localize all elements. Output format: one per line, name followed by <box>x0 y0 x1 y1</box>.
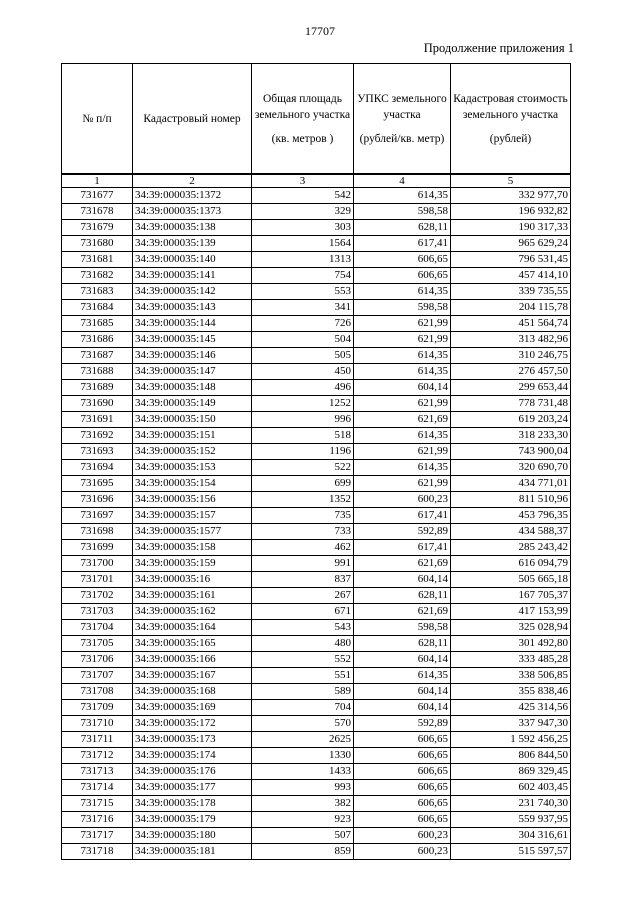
row-number-cell: 731682 <box>62 268 133 284</box>
cadastral-number-cell: 34:39:000035:169 <box>133 700 252 716</box>
area-cell: 542 <box>252 188 354 204</box>
row-number-cell: 731692 <box>62 428 133 444</box>
table-row <box>62 796 571 812</box>
appendix-continuation-note: Продолжение приложения 1 <box>423 41 574 55</box>
upks-cell: 606,65 <box>354 268 451 284</box>
cadastral-cost-cell: 332 977,70 <box>451 188 571 204</box>
column-number-row <box>62 174 571 188</box>
upks-cell: 628,11 <box>354 636 451 652</box>
header-cadastral-number <box>133 64 252 175</box>
row-number-cell: 731688 <box>62 364 133 380</box>
area-cell: 382 <box>252 796 354 812</box>
table-row <box>62 396 571 412</box>
table-row <box>62 828 571 844</box>
area-cell: 480 <box>252 636 354 652</box>
table-row <box>62 284 571 300</box>
table-row <box>62 764 571 780</box>
area-cell: 991 <box>252 556 354 572</box>
row-number-cell: 731686 <box>62 332 133 348</box>
cadastral-value-table <box>61 63 571 860</box>
table-row <box>62 540 571 556</box>
cadastral-number-cell: 34:39:000035:157 <box>133 508 252 524</box>
area-cell: 1252 <box>252 396 354 412</box>
table-row <box>62 236 571 252</box>
upks-cell: 614,35 <box>354 188 451 204</box>
upks-cell: 628,11 <box>354 588 451 604</box>
upks-cell: 621,99 <box>354 396 451 412</box>
area-cell: 553 <box>252 284 354 300</box>
cadastral-cost-cell: 333 485,28 <box>451 652 571 668</box>
table-row <box>62 188 571 204</box>
cadastral-number-cell: 34:39:000035:1577 <box>133 524 252 540</box>
header-total-area-label: Общая площадь земельного участка <box>254 92 351 121</box>
header-upks-unit: (рублей/кв. метр) <box>359 132 445 145</box>
area-cell: 551 <box>252 668 354 684</box>
header-upks-label: УПКС земельного участка <box>357 92 447 121</box>
table-row <box>62 524 571 540</box>
area-cell: 1433 <box>252 764 354 780</box>
row-number-cell: 731707 <box>62 668 133 684</box>
table-row <box>62 380 571 396</box>
header-cadastral-cost-unit: (рублей) <box>489 132 532 145</box>
cadastral-number-cell: 34:39:000035:142 <box>133 284 252 300</box>
cadastral-number-cell: 34:39:000035:174 <box>133 748 252 764</box>
cadastral-cost-cell: 869 329,45 <box>451 764 571 780</box>
row-number-cell: 731712 <box>62 748 133 764</box>
area-cell: 726 <box>252 316 354 332</box>
row-number-cell: 731687 <box>62 348 133 364</box>
upks-cell: 621,99 <box>354 332 451 348</box>
upks-cell: 600,23 <box>354 828 451 844</box>
row-number-cell: 731677 <box>62 188 133 204</box>
area-cell: 1352 <box>252 492 354 508</box>
area-cell: 735 <box>252 508 354 524</box>
cadastral-cost-cell: 276 457,50 <box>451 364 571 380</box>
cadastral-cost-cell: 796 531,45 <box>451 252 571 268</box>
upks-cell: 614,35 <box>354 364 451 380</box>
table-row <box>62 588 571 604</box>
table-row <box>62 492 571 508</box>
cadastral-cost-cell: 338 506,85 <box>451 668 571 684</box>
table-row <box>62 652 571 668</box>
area-cell: 505 <box>252 348 354 364</box>
row-number-cell: 731678 <box>62 204 133 220</box>
row-number-cell: 731702 <box>62 588 133 604</box>
cadastral-cost-cell: 811 510,96 <box>451 492 571 508</box>
upks-cell: 617,41 <box>354 508 451 524</box>
area-cell: 522 <box>252 460 354 476</box>
cadastral-number-cell: 34:39:000035:164 <box>133 620 252 636</box>
cadastral-number-cell: 34:39:000035:158 <box>133 540 252 556</box>
row-number-cell: 731681 <box>62 252 133 268</box>
row-number-cell: 731679 <box>62 220 133 236</box>
upks-cell: 621,69 <box>354 412 451 428</box>
row-number-cell: 731696 <box>62 492 133 508</box>
cadastral-number-cell: 34:39:000035:181 <box>133 844 252 860</box>
row-number-cell: 731690 <box>62 396 133 412</box>
area-cell: 733 <box>252 524 354 540</box>
area-cell: 704 <box>252 700 354 716</box>
row-number-cell: 731680 <box>62 236 133 252</box>
upks-cell: 614,35 <box>354 460 451 476</box>
row-number-cell: 731685 <box>62 316 133 332</box>
area-cell: 671 <box>252 604 354 620</box>
upks-cell: 598,58 <box>354 204 451 220</box>
cadastral-number-cell: 34:39:000035:139 <box>133 236 252 252</box>
cadastral-cost-cell: 339 735,55 <box>451 284 571 300</box>
cadastral-cost-cell: 417 153,99 <box>451 604 571 620</box>
cadastral-cost-cell: 304 316,61 <box>451 828 571 844</box>
table-row <box>62 348 571 364</box>
upks-cell: 592,89 <box>354 716 451 732</box>
row-number-cell: 731689 <box>62 380 133 396</box>
cadastral-cost-cell: 505 665,18 <box>451 572 571 588</box>
table-row <box>62 364 571 380</box>
cadastral-cost-cell: 231 740,30 <box>451 796 571 812</box>
cadastral-number-cell: 34:39:000035:145 <box>133 332 252 348</box>
page-number: 17707 <box>305 24 335 38</box>
upks-cell: 621,69 <box>354 556 451 572</box>
table-row <box>62 636 571 652</box>
cadastral-number-cell: 34:39:000035:162 <box>133 604 252 620</box>
upks-cell: 600,23 <box>354 492 451 508</box>
area-cell: 504 <box>252 332 354 348</box>
header-row-number-label: № п/п <box>82 112 112 125</box>
cadastral-cost-cell: 299 653,44 <box>451 380 571 396</box>
row-number-cell: 731701 <box>62 572 133 588</box>
table-row <box>62 428 571 444</box>
table-row <box>62 444 571 460</box>
area-cell: 1330 <box>252 748 354 764</box>
row-number-cell: 731715 <box>62 796 133 812</box>
area-cell: 507 <box>252 828 354 844</box>
cadastral-number-cell: 34:39:000035:172 <box>133 716 252 732</box>
cadastral-number-cell: 34:39:000035:173 <box>133 732 252 748</box>
upks-cell: 628,11 <box>354 220 451 236</box>
cadastral-number-cell: 34:39:000035:143 <box>133 300 252 316</box>
column-number: 3 <box>252 174 354 188</box>
cadastral-cost-cell: 434 771,01 <box>451 476 571 492</box>
table-row <box>62 412 571 428</box>
table-row <box>62 316 571 332</box>
table-row <box>62 812 571 828</box>
cadastral-cost-cell: 515 597,57 <box>451 844 571 860</box>
upks-cell: 614,35 <box>354 348 451 364</box>
cadastral-number-cell: 34:39:000035:156 <box>133 492 252 508</box>
row-number-cell: 731699 <box>62 540 133 556</box>
column-number: 5 <box>451 174 571 188</box>
table-row <box>62 300 571 316</box>
area-cell: 996 <box>252 412 354 428</box>
table-row <box>62 252 571 268</box>
table-row <box>62 604 571 620</box>
cadastral-cost-cell: 778 731,48 <box>451 396 571 412</box>
cadastral-number-cell: 34:39:000035:176 <box>133 764 252 780</box>
row-number-cell: 731714 <box>62 780 133 796</box>
table-row <box>62 620 571 636</box>
cadastral-cost-cell: 167 705,37 <box>451 588 571 604</box>
row-number-cell: 731691 <box>62 412 133 428</box>
table-row <box>62 460 571 476</box>
cadastral-number-cell: 34:39:000035:151 <box>133 428 252 444</box>
area-cell: 589 <box>252 684 354 700</box>
upks-cell: 598,58 <box>354 300 451 316</box>
area-cell: 570 <box>252 716 354 732</box>
upks-cell: 604,14 <box>354 700 451 716</box>
cadastral-cost-cell: 310 246,75 <box>451 348 571 364</box>
cadastral-cost-cell: 196 932,82 <box>451 204 571 220</box>
cadastral-cost-cell: 204 115,78 <box>451 300 571 316</box>
header-cadastral-cost <box>451 64 571 175</box>
cadastral-cost-cell: 457 414,10 <box>451 268 571 284</box>
area-cell: 518 <box>252 428 354 444</box>
area-cell: 543 <box>252 620 354 636</box>
cadastral-number-cell: 34:39:000035:140 <box>133 252 252 268</box>
upks-cell: 614,35 <box>354 668 451 684</box>
cadastral-number-cell: 34:39:000035:16 <box>133 572 252 588</box>
cadastral-cost-cell: 313 482,96 <box>451 332 571 348</box>
upks-cell: 604,14 <box>354 652 451 668</box>
row-number-cell: 731718 <box>62 844 133 860</box>
row-number-cell: 731710 <box>62 716 133 732</box>
header-total-area <box>252 64 354 175</box>
cadastral-cost-cell: 325 028,94 <box>451 620 571 636</box>
upks-cell: 606,65 <box>354 252 451 268</box>
cadastral-number-cell: 34:39:000035:148 <box>133 380 252 396</box>
upks-cell: 604,14 <box>354 380 451 396</box>
cadastral-number-cell: 34:39:000035:154 <box>133 476 252 492</box>
row-number-cell: 731683 <box>62 284 133 300</box>
area-cell: 450 <box>252 364 354 380</box>
cadastral-cost-cell: 355 838,46 <box>451 684 571 700</box>
row-number-cell: 731711 <box>62 732 133 748</box>
table-row <box>62 476 571 492</box>
cadastral-number-cell: 34:39:000035:149 <box>133 396 252 412</box>
table-row <box>62 668 571 684</box>
area-cell: 552 <box>252 652 354 668</box>
upks-cell: 606,65 <box>354 764 451 780</box>
cadastral-number-cell: 34:39:000035:146 <box>133 348 252 364</box>
table-body <box>62 188 571 860</box>
cadastral-cost-cell: 320 690,70 <box>451 460 571 476</box>
cadastral-cost-cell: 285 243,42 <box>451 540 571 556</box>
cadastral-number-cell: 34:39:000035:1372 <box>133 188 252 204</box>
row-number-cell: 731706 <box>62 652 133 668</box>
cadastral-cost-cell: 190 317,33 <box>451 220 571 236</box>
upks-cell: 621,99 <box>354 444 451 460</box>
cadastral-cost-cell: 619 203,24 <box>451 412 571 428</box>
cadastral-cost-cell: 451 564,74 <box>451 316 571 332</box>
cadastral-number-cell: 34:39:000035:147 <box>133 364 252 380</box>
area-cell: 2625 <box>252 732 354 748</box>
table-row <box>62 220 571 236</box>
column-number: 1 <box>62 174 133 188</box>
table-row <box>62 268 571 284</box>
row-number-cell: 731697 <box>62 508 133 524</box>
upks-cell: 606,65 <box>354 780 451 796</box>
area-cell: 496 <box>252 380 354 396</box>
cadastral-number-cell: 34:39:000035:178 <box>133 796 252 812</box>
header-cadastral-number-label: Кадастровый номер <box>143 112 241 125</box>
area-cell: 993 <box>252 780 354 796</box>
row-number-cell: 731698 <box>62 524 133 540</box>
cadastral-number-cell: 34:39:000035:138 <box>133 220 252 236</box>
upks-cell: 606,65 <box>354 812 451 828</box>
cadastral-number-cell: 34:39:000035:152 <box>133 444 252 460</box>
table-row <box>62 716 571 732</box>
table-row <box>62 700 571 716</box>
cadastral-number-cell: 34:39:000035:167 <box>133 668 252 684</box>
row-number-cell: 731700 <box>62 556 133 572</box>
area-cell: 754 <box>252 268 354 284</box>
cadastral-number-cell: 34:39:000035:161 <box>133 588 252 604</box>
cadastral-cost-cell: 806 844,50 <box>451 748 571 764</box>
area-cell: 923 <box>252 812 354 828</box>
upks-cell: 621,99 <box>354 476 451 492</box>
upks-cell: 592,89 <box>354 524 451 540</box>
cadastral-cost-cell: 337 947,30 <box>451 716 571 732</box>
cadastral-cost-cell: 318 233,30 <box>451 428 571 444</box>
area-cell: 837 <box>252 572 354 588</box>
table-row <box>62 780 571 796</box>
upks-cell: 606,65 <box>354 796 451 812</box>
cadastral-cost-cell: 965 629,24 <box>451 236 571 252</box>
header-upks <box>354 64 451 175</box>
cadastral-cost-cell: 743 900,04 <box>451 444 571 460</box>
upks-cell: 604,14 <box>354 684 451 700</box>
cadastral-cost-cell: 434 588,37 <box>451 524 571 540</box>
table-row <box>62 732 571 748</box>
cadastral-number-cell: 34:39:000035:150 <box>133 412 252 428</box>
cadastral-number-cell: 34:39:000035:144 <box>133 316 252 332</box>
row-number-cell: 731704 <box>62 620 133 636</box>
table-row <box>62 556 571 572</box>
row-number-cell: 731708 <box>62 684 133 700</box>
upks-cell: 604,14 <box>354 572 451 588</box>
row-number-cell: 731716 <box>62 812 133 828</box>
area-cell: 341 <box>252 300 354 316</box>
column-number: 4 <box>354 174 451 188</box>
cadastral-cost-cell: 301 492,80 <box>451 636 571 652</box>
area-cell: 1196 <box>252 444 354 460</box>
cadastral-cost-cell: 1 592 456,25 <box>451 732 571 748</box>
cadastral-number-cell: 34:39:000035:159 <box>133 556 252 572</box>
cadastral-number-cell: 34:39:000035:177 <box>133 780 252 796</box>
header-total-area-unit: (кв. метров ) <box>271 132 334 145</box>
cadastral-number-cell: 34:39:000035:166 <box>133 652 252 668</box>
upks-cell: 614,35 <box>354 284 451 300</box>
table-row <box>62 844 571 860</box>
table-row <box>62 508 571 524</box>
area-cell: 699 <box>252 476 354 492</box>
area-cell: 267 <box>252 588 354 604</box>
table-row <box>62 332 571 348</box>
upks-cell: 614,35 <box>354 428 451 444</box>
upks-cell: 621,69 <box>354 604 451 620</box>
cadastral-cost-cell: 425 314,56 <box>451 700 571 716</box>
table-row <box>62 748 571 764</box>
cadastral-number-cell: 34:39:000035:180 <box>133 828 252 844</box>
cadastral-cost-cell: 602 403,45 <box>451 780 571 796</box>
upks-cell: 621,99 <box>354 316 451 332</box>
row-number-cell: 731695 <box>62 476 133 492</box>
row-number-cell: 731684 <box>62 300 133 316</box>
area-cell: 1564 <box>252 236 354 252</box>
cadastral-cost-cell: 453 796,35 <box>451 508 571 524</box>
table-row <box>62 684 571 700</box>
area-cell: 1313 <box>252 252 354 268</box>
cadastral-number-cell: 34:39:000035:165 <box>133 636 252 652</box>
cadastral-number-cell: 34:39:000035:141 <box>133 268 252 284</box>
cadastral-number-cell: 34:39:000035:1373 <box>133 204 252 220</box>
row-number-cell: 731694 <box>62 460 133 476</box>
row-number-cell: 731705 <box>62 636 133 652</box>
cadastral-number-cell: 34:39:000035:153 <box>133 460 252 476</box>
upks-cell: 598,58 <box>354 620 451 636</box>
cadastral-number-cell: 34:39:000035:168 <box>133 684 252 700</box>
table-header-row <box>62 64 571 175</box>
cadastral-cost-cell: 559 937,95 <box>451 812 571 828</box>
table-row <box>62 572 571 588</box>
upks-cell: 606,65 <box>354 748 451 764</box>
row-number-cell: 731693 <box>62 444 133 460</box>
header-row-number <box>62 64 133 175</box>
upks-cell: 606,65 <box>354 732 451 748</box>
table-row <box>62 204 571 220</box>
upks-cell: 617,41 <box>354 236 451 252</box>
area-cell: 462 <box>252 540 354 556</box>
header-cadastral-cost-label: Кадастровая стоимость земельного участка <box>453 92 568 121</box>
column-number: 2 <box>133 174 252 188</box>
area-cell: 859 <box>252 844 354 860</box>
row-number-cell: 731713 <box>62 764 133 780</box>
row-number-cell: 731709 <box>62 700 133 716</box>
upks-cell: 617,41 <box>354 540 451 556</box>
row-number-cell: 731717 <box>62 828 133 844</box>
cadastral-number-cell: 34:39:000035:179 <box>133 812 252 828</box>
area-cell: 303 <box>252 220 354 236</box>
row-number-cell: 731703 <box>62 604 133 620</box>
upks-cell: 600,23 <box>354 844 451 860</box>
area-cell: 329 <box>252 204 354 220</box>
cadastral-cost-cell: 616 094,79 <box>451 556 571 572</box>
